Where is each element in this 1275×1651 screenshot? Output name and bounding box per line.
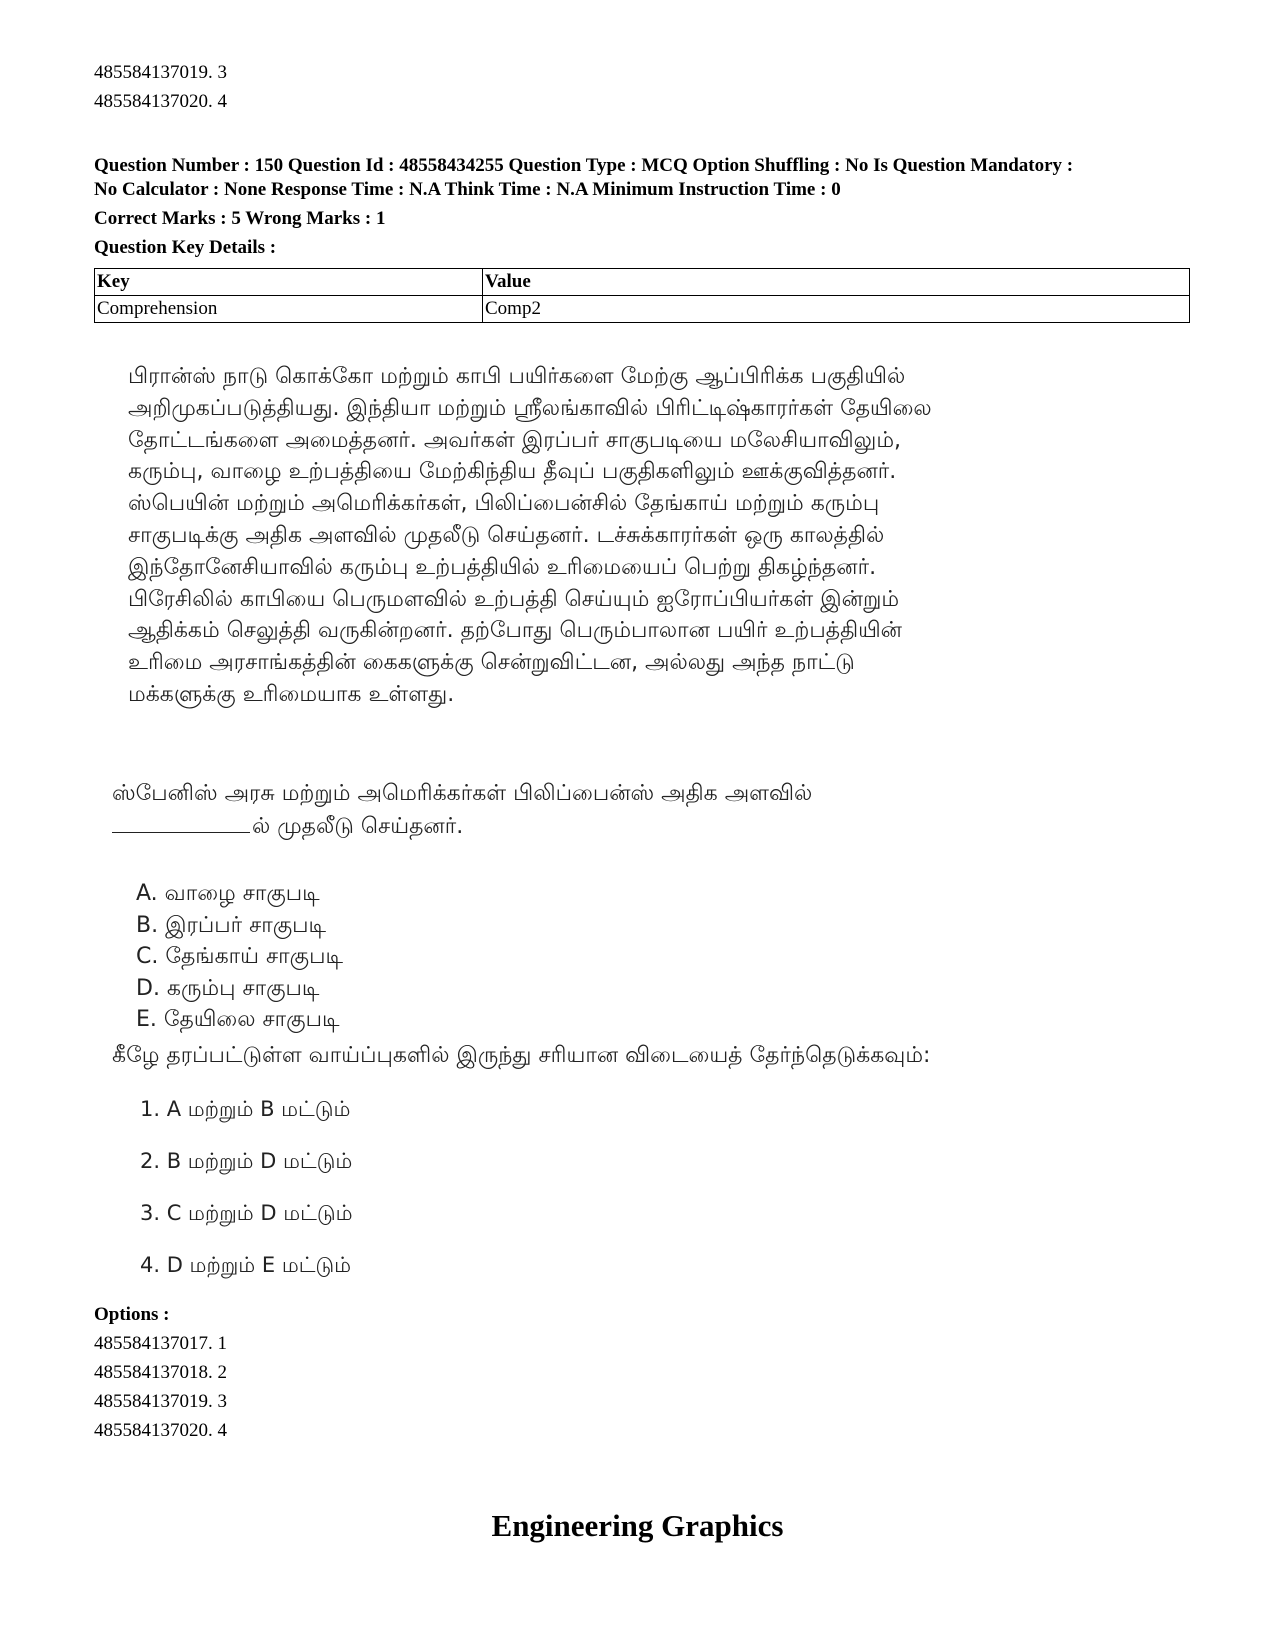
passage-line: உரிமை அரசாங்கத்தின் கைகளுக்கு சென்றுவிட்டன, அல்லது அந்த நாட்டு xyxy=(128,650,855,676)
option-id: 485584137017. 1 xyxy=(94,1333,227,1354)
options-label: Options : xyxy=(94,1304,170,1325)
question-key-table xyxy=(94,268,1190,323)
key-details-label: Question Key Details : xyxy=(94,237,277,258)
passage-line: இந்தோனேசியாவில் கரும்பு உற்பத்தியில் உரிமையைப் பெற்று திகழ்ந்தனர். xyxy=(128,554,877,580)
option-id: 485584137020. 4 xyxy=(94,1420,227,1441)
question-meta-line2: No Calculator : None Response Time : N.A Think Time : N.A Minimum Instruction Time : 0 xyxy=(94,179,841,200)
answer-instruction: கீழே தரப்பட்டுள்ள வாய்ப்புகளில் இருந்து சரியான விடையைத் தேர்ந்தெடுக்கவும்: xyxy=(112,1043,931,1068)
question-stem xyxy=(112,778,812,843)
passage-line: பிரான்ஸ் நாடு கொக்கோ மற்றும் காபி பயிர்களை மேற்கு ஆப்பிரிக்க பகுதியில் xyxy=(128,364,906,389)
answer-option: 3. C மற்றும் D மட்டும் xyxy=(140,1201,353,1225)
table-header-key: Key xyxy=(95,269,483,296)
passage-line: தோட்டங்களை அமைத்தனர். அவர்கள் இரப்பர் சாகுபடியை மலேசியாவிலும், xyxy=(128,427,902,453)
fill-blank xyxy=(112,810,250,833)
choice-item: C. தேங்காய் சாகுபடி xyxy=(136,944,343,969)
option-id: 485584137018. 2 xyxy=(94,1362,227,1383)
passage-line: அறிமுகப்படுத்தியது. இந்தியா மற்றும் ஸ்ரீலங்காவில் பிரிட்டிஷ்காரர்கள் தேயிலை xyxy=(128,395,932,421)
comprehension-passage xyxy=(128,361,1188,711)
passage-line: ஆதிக்கம் செலுத்தி வருகின்றனர். தற்போது பெரும்பாலான பயிர் உற்பத்தியின் xyxy=(128,618,903,644)
passage-line: சாகுபடிக்கு அதிக அளவில் முதலீடு செய்தனர். டச்சுக்காரர்கள் ஒரு காலத்தில் xyxy=(128,522,885,548)
question-meta-line1: Question Number : 150 Question Id : 48558434255 Question Type : MCQ Option Shuffling : No Is Question Mandatory : xyxy=(94,155,1074,176)
passage-line: மக்களுக்கு உரிமையாக உள்ளது. xyxy=(128,681,455,707)
choice-item: E. தேயிலை சாகுபடி xyxy=(136,1007,340,1032)
answer-option: 1. A மற்றும் B மட்டும் xyxy=(140,1097,351,1121)
table-cell-key: Comprehension xyxy=(95,296,483,323)
passage-line: ஸ்பெயின் மற்றும் அமெரிக்கர்கள், பிலிப்பைன்சில் தேங்காய் மற்றும் கரும்பு xyxy=(128,491,880,517)
choice-list xyxy=(136,878,343,1036)
answer-option: 4. D மற்றும் E மட்டும் xyxy=(140,1253,352,1277)
top-option-3: 485584137019. 3 xyxy=(94,62,227,83)
option-id: 485584137019. 3 xyxy=(94,1391,227,1412)
choice-item: A. வாழை சாகுபடி xyxy=(136,881,320,906)
question-line1: ஸ்பேனிஸ் அரசு மற்றும் அமெரிக்கர்கள் பிலிப்பைன்ஸ் அதிக அளவில் xyxy=(112,781,813,806)
table-cell-value: Comp2 xyxy=(483,296,1190,323)
choice-item: D. கரும்பு சாகுபடி xyxy=(136,975,320,1001)
table-header-value: Value xyxy=(483,269,1190,296)
section-title: Engineering Graphics xyxy=(491,1508,784,1543)
passage-line: கரும்பு, வாழை உற்பத்தியை மேற்கிந்திய தீவுப் பகுதிகளிலும் ஊக்குவித்தனர். xyxy=(128,459,897,485)
question-line2-text: ல் முதலீடு செய்தனர். xyxy=(252,814,464,839)
top-option-4: 485584137020. 4 xyxy=(94,91,227,112)
question-meta xyxy=(94,154,1194,202)
table-header-row xyxy=(95,269,1190,296)
passage-line: பிரேசிலில் காபியை பெருமளவில் உற்பத்தி செய்யும் ஐரோப்பியர்கள் இன்றும் xyxy=(128,586,900,612)
marks-line: Correct Marks : 5 Wrong Marks : 1 xyxy=(94,208,386,229)
answer-option: 2. B மற்றும் D மட்டும் xyxy=(140,1149,353,1173)
table-row xyxy=(95,296,1190,323)
choice-item: B. இரப்பர் சாகுபடி xyxy=(136,912,327,938)
question-line2 xyxy=(112,810,812,843)
